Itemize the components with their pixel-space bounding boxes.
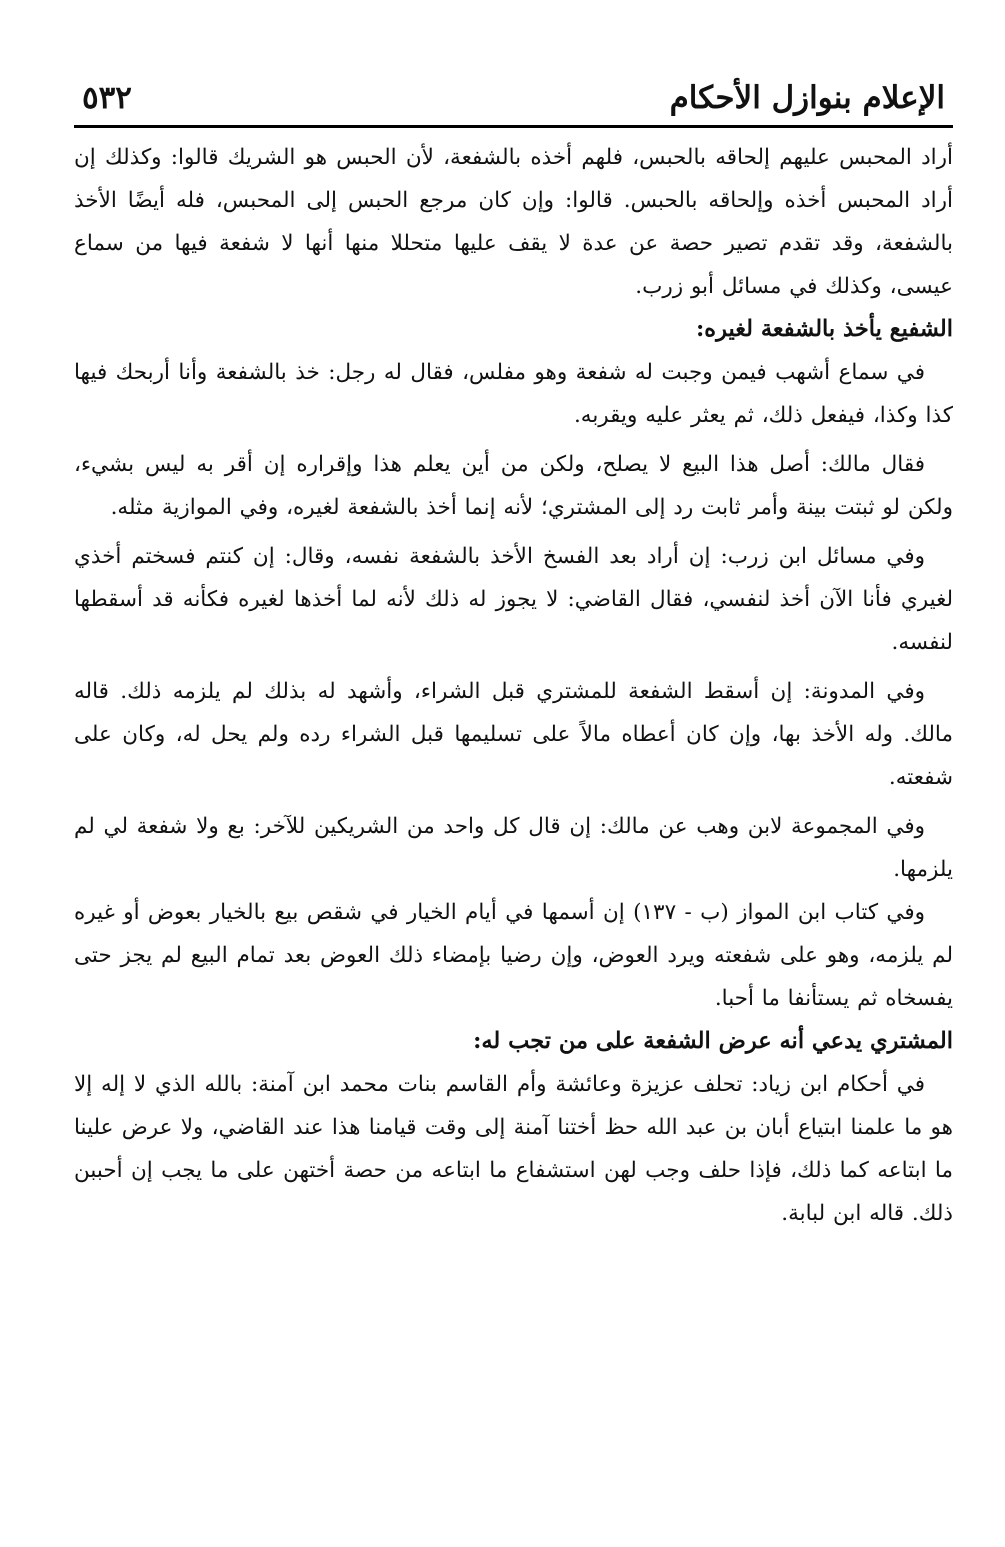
paragraph-ashhab: في سماع أشهب فيمن وجبت له شفعة وهو مفلس، فقال له رجل: خذ بالشفعة وأنا أربحك فيها كذا وكذا، فيفعل ذلك، ثم يعثر عليه ويقربه. xyxy=(74,360,953,428)
paragraph-ibn-ziyad: في أحكام ابن زياد: تحلف عزيزة وعائشة وأم القاسم بنات محمد ابن آمنة: بالله الذي لا إله إلا هو ما علمنا ابتياع أبان بن عبد الله حظ أختنا آمنة إلى وقت قيامنا هذا عند القاضي، ولا عرض علينا ما ابتاعه كما ذلك، فإذا حلف وجب لهن استشفاع ما ابتاعه من حصة أختهن على ما يجب إن أحببن ذلك. قاله ابن لبابة. xyxy=(74,1072,953,1226)
paragraph-majmuaa: وفي المجموعة لابن وهب عن مالك: إن قال كل واحد من الشريكين للآخر: بع ولا شفعة لي لم يلزمها. xyxy=(74,814,953,882)
header-rule xyxy=(74,125,953,128)
paragraph-ibn-mawaz: وفي كتاب ابن المواز (ب - ١٣٧) إن أسمها في أيام الخيار في شقص بيع بالخيار بعوض أو غيره لم يلزمه، وهو على شفعته ويرد العوض، وإن رضيا بإمضاء ذلك العوض بعد تمام البيع لم يجز حتى يفسخاه ثم يستأنفا ما أحبا. xyxy=(74,900,953,1011)
paragraph-malik: فقال مالك: أصل هذا البيع لا يصلح، ولكن من أين يعلم هذا وإقراره إن أقر به ليس بشيء، ولكن لو ثبتت بينة وأمر ثابت رد إلى المشتري؛ لأنه إنما أخذ بالشفعة لغيره، وفي الموازية مثله. xyxy=(74,452,953,520)
page-header xyxy=(74,60,953,130)
running-title: الإعلام بنوازل الأحكام xyxy=(669,80,945,116)
paragraph-mudawwana: وفي المدونة: إن أسقط الشفعة للمشتري قبل الشراء، وأشهد له بذلك لم يلزمه ذلك. قاله مالك. وله الأخذ بها، وإن كان أعطاه مالاً على تسليمها قبل الشراء رده ولم يحل له، وكان على شفعته. xyxy=(74,679,953,790)
paragraph-ibn-zarb: وفي مسائل ابن زرب: إن أراد بعد الفسخ الأخذ بالشفعة نفسه، وقال: إن كنتم فسختم أخذي لغيري فأنا الآن أخذ لنفسي، فقال القاضي: لا يجوز له ذلك لأنه لما أخذها لغيره فكأنه قد أسقطها لنفسه. xyxy=(74,544,953,655)
paragraph-continuation: أراد المحبس عليهم إلحاقه بالحبس، فلهم أخذه بالشفعة، لأن الحبس هو الشريك قالوا: وكذلك إن أراد المحبس أخذه وإلحاقه بالحبس. قالوا: وإن كان مرجع الحبس إلى المحبس، فله أيضًا الأخذ بالشفعة، وقد تقدم تصير حصة عن عدة لا يقف عليها متحللا منها أنها لا شفعة فيها من سماع عيسى، وكذلك في مسائل أبو زرب. xyxy=(74,145,953,299)
section-heading-buyer-claims-offer: المشتري يدعي أنه عرض الشفعة على من تجب له: xyxy=(473,1028,953,1054)
section-heading-preemptor-for-other: الشفيع يأخذ بالشفعة لغيره: xyxy=(695,316,953,342)
page-number: ٥٣٢ xyxy=(82,80,132,116)
page-body xyxy=(74,136,953,1235)
